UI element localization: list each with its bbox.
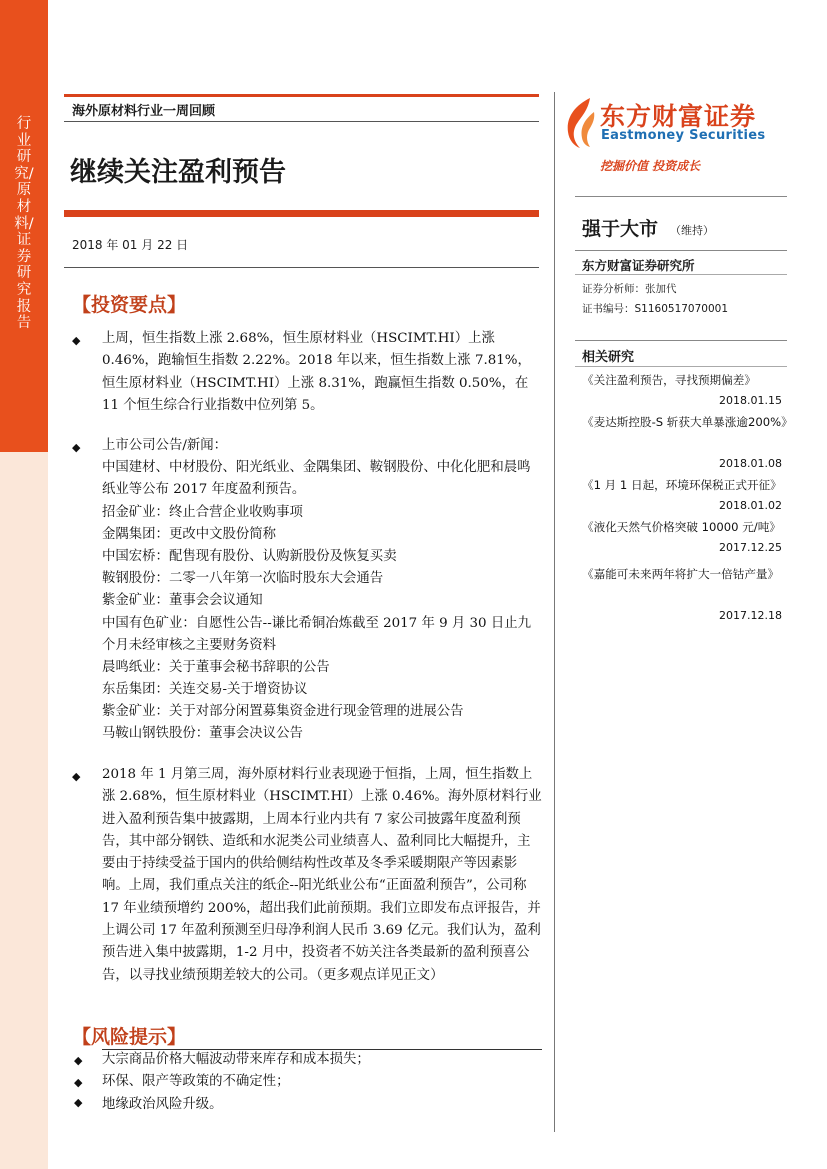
title-rule	[64, 210, 539, 217]
announcement-item: 金隅集团：更改中文股份简称	[102, 527, 277, 542]
rating-bottom-rule	[575, 250, 787, 251]
diamond-bullet-icon: ◆	[72, 441, 81, 454]
risk-heading: 【风险提示】	[72, 1026, 187, 1048]
related-date: 2018.01.02	[719, 499, 782, 512]
brand-name-cn: 东方财富证券	[600, 102, 757, 131]
analyst-name: 证券分析师：张加代	[582, 283, 677, 295]
rating-note: （维持）	[670, 224, 714, 237]
institute-name: 东方财富证券研究所	[582, 258, 695, 273]
report-date: 2018 年 01 月 22 日	[72, 238, 189, 252]
announcement-heading: 上市公司公告/新闻：	[102, 438, 228, 453]
column-divider	[554, 92, 555, 1132]
date-divider	[64, 267, 539, 268]
brand-name-en: Eastmoney Securities	[601, 128, 766, 143]
invest-heading: 【投资要点】	[72, 294, 187, 316]
risk-item: 地缘政治风险升级。	[102, 1097, 223, 1112]
related-item[interactable]: 《麦达斯控股-S 斩获大单暴涨逾200%》	[582, 415, 793, 429]
related-item[interactable]: 《1 月 1 日起，环境环保税正式开征》	[582, 478, 782, 492]
announcement-item: 晨鸣纸业：关于董事会秘书辞职的公告	[102, 660, 330, 675]
diamond-bullet-icon: ◆	[74, 1096, 83, 1109]
rating-label: 强于大市	[582, 218, 659, 240]
related-item[interactable]: 《液化天然气价格突破 10000 元/吨》	[582, 520, 781, 534]
announcement-item: 招金矿业：终止合营企业收购事项	[102, 505, 303, 520]
risk-item: 环保、限产等政策的不确定性；	[102, 1074, 290, 1089]
invest-paragraph-3: 2018 年 1 月第三周，海外原材料行业表现逊于恒指，上周，恒生指数上涨 2.68%，恒生原材料业（HSCIMT.HI）上涨 0.46%。海外原材料行业进入盈利预告集中披露期，上周本行业内共有 7 家公司披露年度盈利预告，其中部分钢铁、造纸和水泥类公司业绩喜人、盈利同比大幅提升，主要由于持续受益于国内的供给侧结构性改革及冬季采暖期限产等因素影响。上周，我们重点关注的纸企--阳光纸业公布“正面盈利预告”，公司称 17 年业绩预增约 200%，超出我们此前预期。我们立即发布点评报告，并上调公司 17 年盈利预测至归母净利润人民币 3.69 亿元。我们认为，盈利预告进入集中披露期，1-2 月中，投资者不妨关注各类最新的盈利预喜公告，以寻找业绩预期差较大的公司。（更多观点详见正文）	[102, 767, 542, 983]
related-item[interactable]: 《关注盈利预告，寻找预期偏差》	[582, 373, 756, 387]
announcement-item: 鞍钢股份：二零一八年第一次临时股东大会通告	[102, 571, 384, 586]
diamond-bullet-icon: ◆	[72, 334, 81, 347]
announcement-intro: 中国建材、中材股份、阳光纸业、金隅集团、鞍钢股份、中化化肥和晨鸣纸业等公布 2017 年度盈利预告。	[102, 460, 531, 498]
announcement-item: 东岳集团：关连交易-关于增资协议	[102, 682, 308, 697]
related-date: 2018.01.15	[719, 394, 782, 407]
report-topic: 海外原材料行业一周回顾	[72, 104, 216, 119]
rating-top-rule	[575, 196, 787, 197]
announcement-item: 紫金矿业：董事会会议通知	[102, 593, 263, 608]
announcement-item: 紫金矿业：关于对部分闲置募集资金进行现金管理的进展公告	[102, 704, 464, 719]
announcement-item: 马鞍山钢铁股份：董事会决议公告	[102, 726, 303, 741]
related-date: 2018.01.08	[719, 457, 782, 470]
diamond-bullet-icon: ◆	[72, 770, 81, 783]
related-title: 相关研究	[582, 350, 635, 365]
invest-paragraph-1: 上周，恒生指数上涨 2.68%，恒生原材料业（HSCIMT.HI）上涨 0.46%，跑输恒生指数 2.22%。2018 年以来，恒生指数上涨 7.81%，恒生原材料业（HSCIMT.HI）上涨 8.31%，跑赢恒生指数 0.50%，在 11 个恒生综合行业指数中位列第 5。	[102, 331, 531, 413]
institute-divider	[575, 274, 787, 275]
announcement-item: 中国宏桥：配售现有股份、认购新股份及恢复买卖	[102, 549, 397, 564]
sidebar	[0, 0, 48, 1169]
flame-logo-icon	[560, 96, 598, 148]
related-divider	[575, 366, 787, 367]
topic-divider	[64, 121, 539, 122]
brand-slogan: 挖掘价值 投资成长	[600, 159, 701, 173]
sidebar-category-text: 行业研究/原材料/证券研究报告	[14, 116, 34, 332]
diamond-bullet-icon: ◆	[74, 1076, 83, 1089]
page-title: 继续关注盈利预告	[70, 157, 286, 188]
risk-item: 大宗商品价格大幅波动带来库存和成本损失；	[102, 1052, 370, 1067]
diamond-bullet-icon: ◆	[74, 1054, 83, 1067]
cert-number: 证书编号：S1160517070001	[582, 303, 729, 315]
top-rule	[64, 94, 539, 97]
related-date: 2017.12.25	[719, 541, 782, 554]
related-date: 2017.12.18	[719, 609, 782, 622]
related-item[interactable]: 《嘉能可未来两年将扩大一倍钴产量》	[582, 567, 780, 581]
announcement-item: 中国有色矿业：自愿性公告--谦比希铜冶炼截至 2017 年 9 月 30 日止九个月未经审核之主要财务资料	[102, 616, 531, 654]
related-top-rule	[575, 340, 787, 341]
brand-logo	[560, 96, 598, 152]
